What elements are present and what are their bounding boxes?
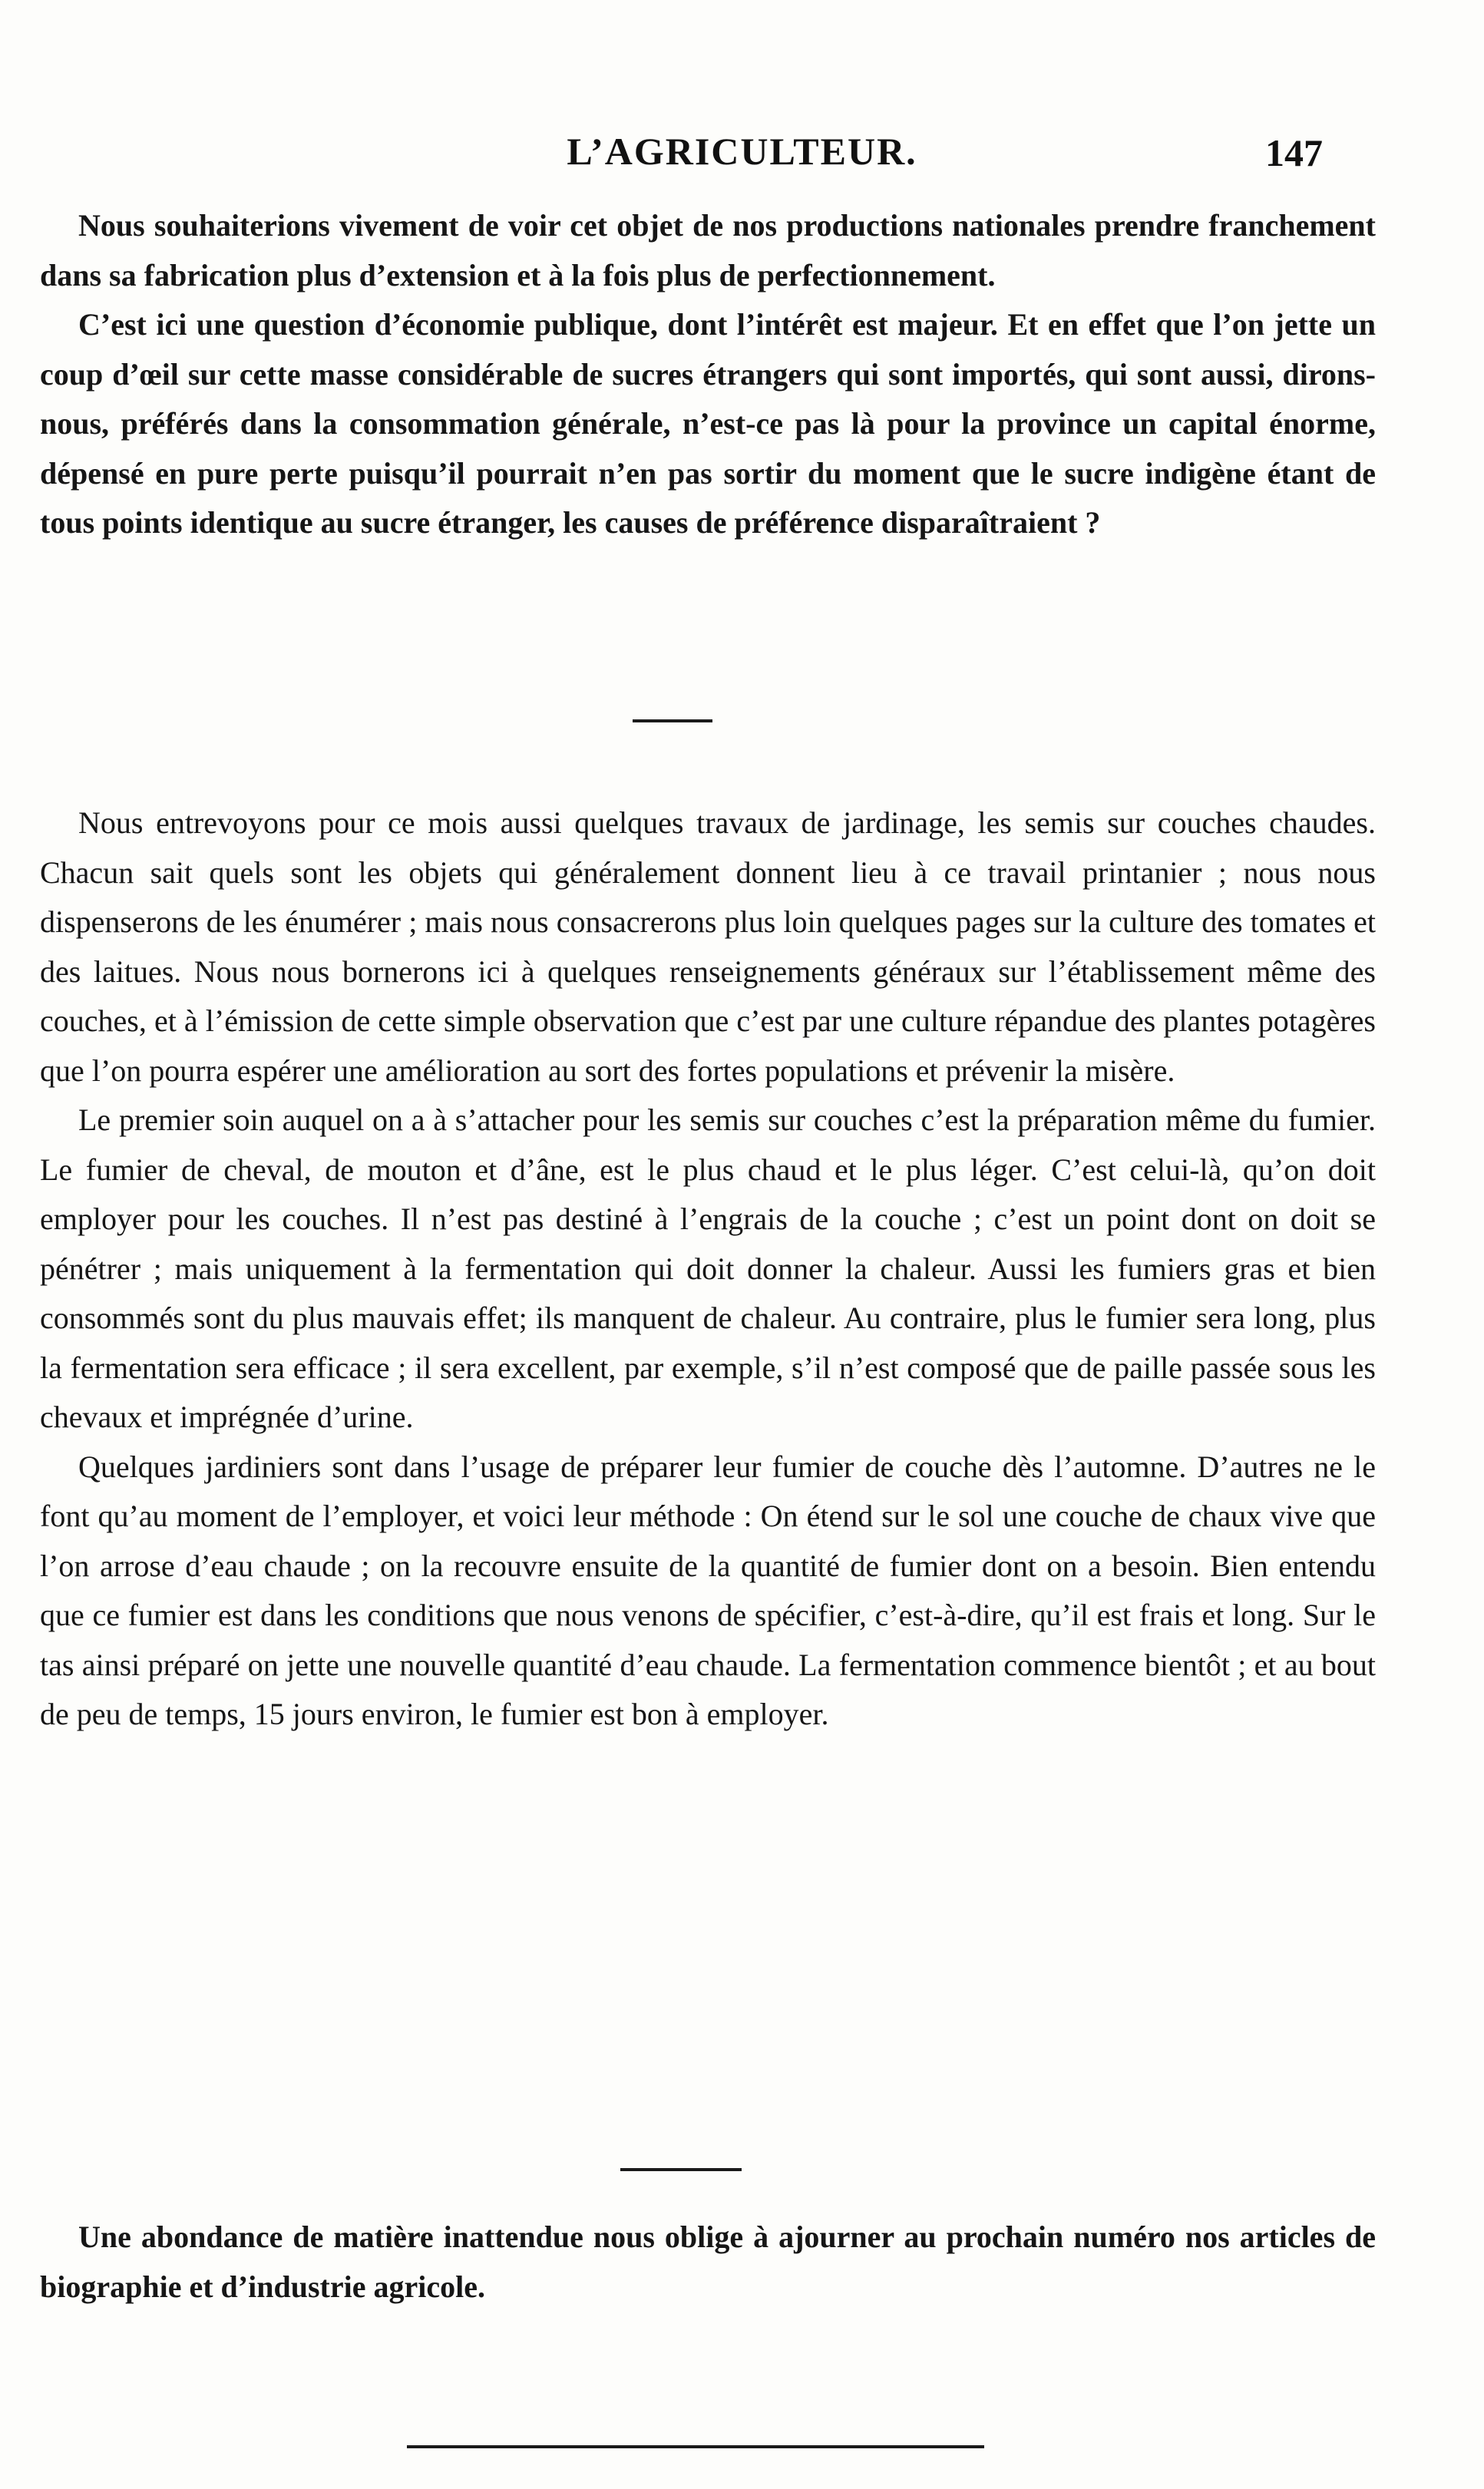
paragraph: C’est ici une question d’économie publique, dont l’intérêt est majeur. Et en effet que l’on jette un coup d’œil sur cette masse considérable de sucres étrangers qui sont importés, qui sont aussi, dirons-nous, préférés dans la consommation générale, n’est-ce pas là pour la province un capital énorme, dépensé en pure perte puisqu’il pourrait n’en pas sortir du moment que le sucre indigène étant de tous points identique au sucre étranger, les causes de préférence disparaîtraient ?	[40, 307, 1376, 540]
paragraph: Nous souhaiterions vivement de voir cet objet de nos productions nationales prendre franchement dans sa fabrication plus d’extension et à la fois plus de perfectionnement.	[40, 208, 1376, 293]
page-header	[0, 129, 1484, 183]
section-editorial-note	[40, 2213, 1376, 2312]
end-rule	[407, 2445, 984, 2448]
section-sugar-economy	[40, 201, 1376, 548]
section-divider	[620, 2168, 742, 2171]
paragraph: Nous entrevoyons pour ce mois aussi quelques travaux de jardinage, les semis sur couches chaudes. Chacun sait quels sont les objets qui généralement donnent lieu à ce travail printanier ; nous nous dispenserons de les énumérer ; mais nous consacrerons plus loin quelques pages sur la culture des tomates et des laitues. Nous nous bornerons ici à quelques renseignements généraux sur l’établissement même des couches, et à l’émission de cette simple observation que c’est par une culture répandue des plantes potagères que l’on pourra espérer une amélioration au sort des fortes populations et prévenir la misère.	[40, 805, 1376, 1088]
section-gardening	[40, 798, 1376, 1740]
section-divider	[633, 719, 712, 722]
page-number: 147	[1265, 131, 1323, 174]
paragraph: Le premier soin auquel on a à s’attacher pour les semis sur couches c’est la préparation même du fumier. Le fumier de cheval, de mouton et d’âne, est le plus chaud et le plus léger. C’est celui-là, qu’on doit employer pour les couches. Il n’est pas destiné à l’engrais de la couche ; c’est un point dont on doit se pénétrer ; mais uniquement à la fermentation qui doit donner la chaleur. Aussi les fumiers gras et bien consommés sont du plus mauvais effet; ils manquent de chaleur. Au contraire, plus le fumier sera long, plus la fermentation sera efficace ; il sera excellent, par exemple, s’il n’est composé que de paille passée sous les chevaux et imprégnée d’urine.	[40, 1102, 1376, 1434]
running-title: L’AGRICULTEUR.	[567, 130, 917, 173]
paragraph: Quelques jardiniers sont dans l’usage de préparer leur fumier de couche dès l’automne. D’autres ne le font qu’au moment de l’employer, et voici leur méthode : On étend sur le sol une couche de chaux vive que l’on arrose d’eau chaude ; on la recouvre ensuite de la quantité de fumier dont on a besoin. Bien entendu que ce fumier est dans les conditions que nous venons de spécifier, c’est-à-dire, qu’il est frais et long. Sur le tas ainsi préparé on jette une nouvelle quantité d’eau chaude. La fermentation commence bientôt ; et au bout de peu de temps, 15 jours environ, le fumier est bon à employer.	[40, 1449, 1376, 1731]
paragraph: Une abondance de matière inattendue nous oblige à ajourner au prochain numéro nos articles de biographie et d’industrie agricole.	[40, 2220, 1376, 2304]
